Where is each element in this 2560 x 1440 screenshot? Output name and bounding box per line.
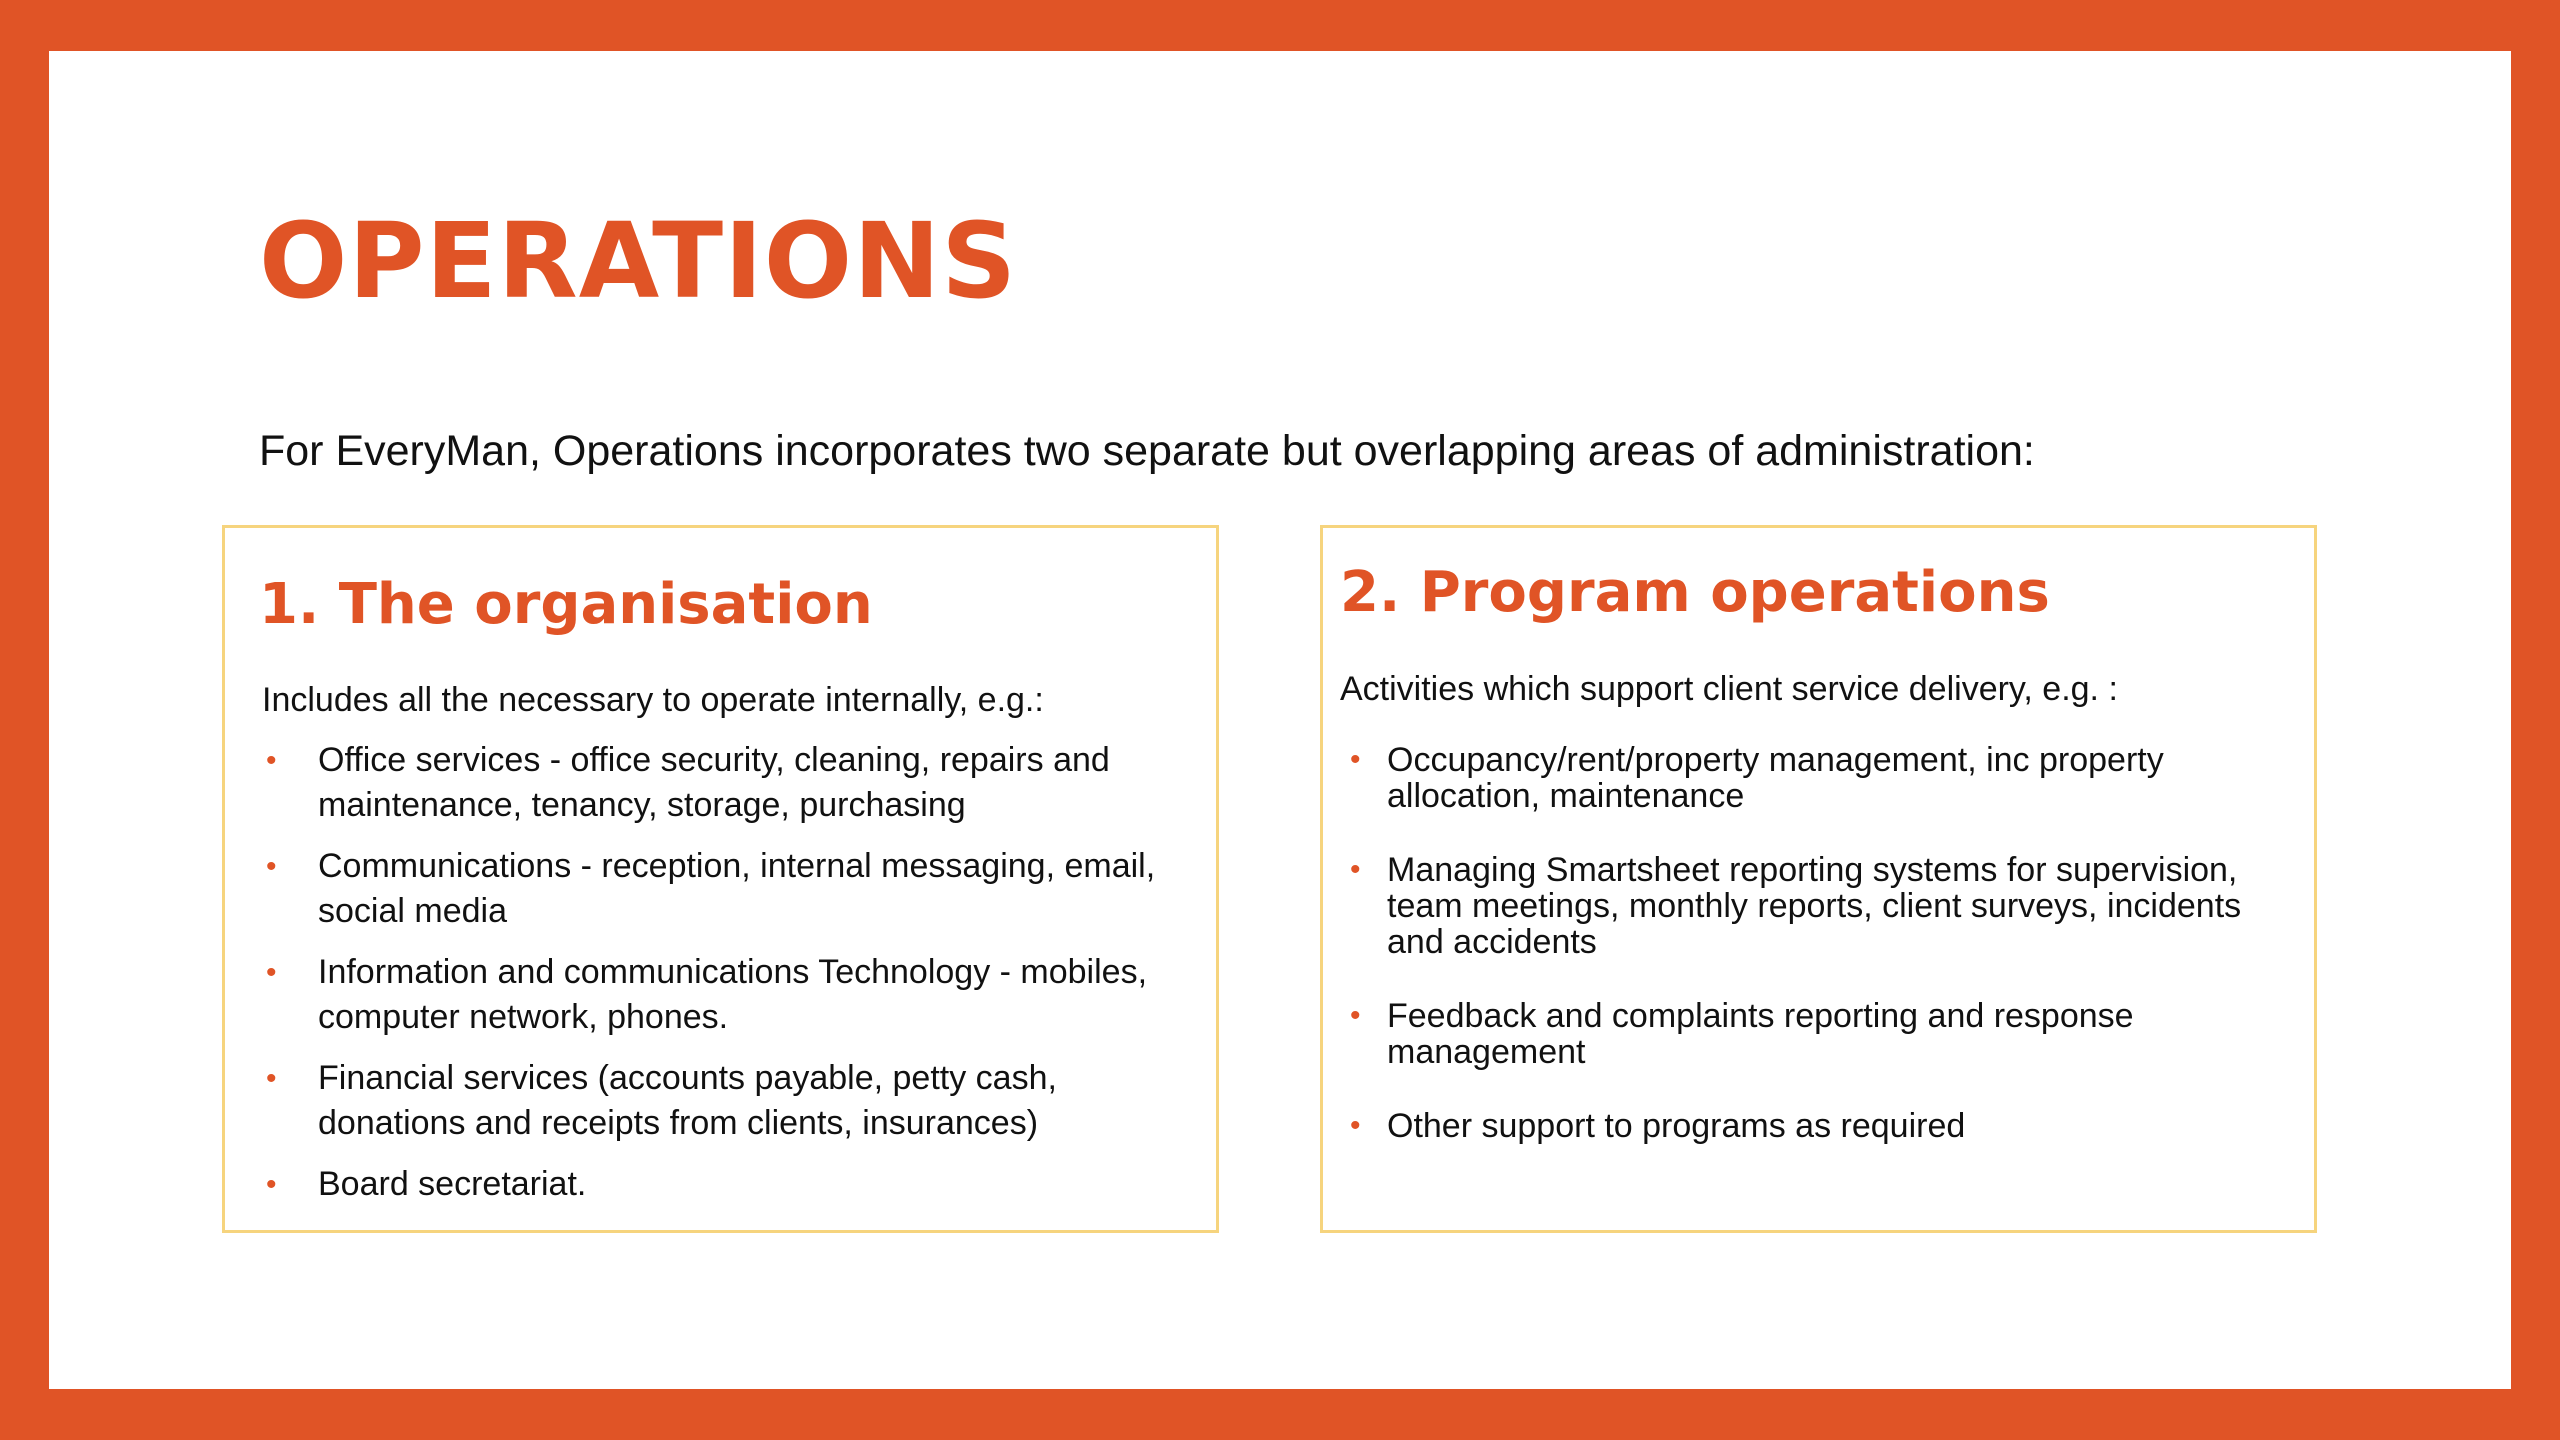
bullet-icon: • [1350, 999, 1361, 1032]
list-item [262, 1056, 1192, 1146]
program-operations-box [1320, 525, 2317, 1233]
organisation-list [262, 738, 1192, 1223]
list-item [262, 844, 1192, 934]
list-item-text: Information and communications Technology - mobiles, computer network, phones. [318, 953, 1148, 1036]
bullet-icon: • [266, 744, 277, 777]
intro-text: For EveryMan, Operations incorporates two separate but overlapping areas of administration: [259, 427, 2035, 475]
bullet-icon: • [266, 1062, 277, 1095]
list-item [262, 1162, 1192, 1207]
slide [49, 51, 2511, 1389]
list-item-text: Office services - office security, cleaning, repairs and maintenance, tenancy, storage, purchasing [318, 741, 1110, 824]
list-item-text: Occupancy/rent/property management, inc property allocation, maintenance [1387, 741, 2164, 815]
bullet-icon: • [1350, 853, 1361, 886]
list-item-text: Financial services (accounts payable, petty cash, donations and receipts from clients, insurances) [318, 1059, 1057, 1142]
program-operations-list [1340, 742, 2300, 1182]
list-item [1340, 998, 2300, 1070]
list-item [262, 738, 1192, 828]
list-item [1340, 852, 2300, 960]
bullet-icon: • [266, 956, 277, 989]
list-item [262, 950, 1192, 1040]
list-item [1340, 742, 2300, 814]
list-item [1340, 1108, 2300, 1144]
list-item-text: Other support to programs as required [1387, 1107, 1966, 1145]
bullet-icon: • [266, 1168, 277, 1201]
slide-title: OPERATIONS [259, 200, 1018, 322]
list-item-text: Communications - reception, internal messaging, email, social media [318, 847, 1156, 930]
program-operations-heading: 2. Program operations [1340, 560, 2050, 625]
organisation-subtitle: Includes all the necessary to operate internally, e.g.: [262, 681, 1044, 719]
organisation-heading: 1. The organisation [259, 572, 873, 637]
organisation-box [222, 525, 1219, 1233]
list-item-text: Board secretariat. [318, 1165, 587, 1203]
bullet-icon: • [266, 850, 277, 883]
list-item-text: Feedback and complaints reporting and response management [1387, 997, 2134, 1071]
program-operations-subtitle: Activities which support client service delivery, e.g. : [1340, 670, 2118, 708]
bullet-icon: • [1350, 743, 1361, 776]
list-item-text: Managing Smartsheet reporting systems for supervision, team meetings, monthly reports, client surveys, incidents and accidents [1387, 851, 2242, 961]
bullet-icon: • [1350, 1109, 1361, 1142]
